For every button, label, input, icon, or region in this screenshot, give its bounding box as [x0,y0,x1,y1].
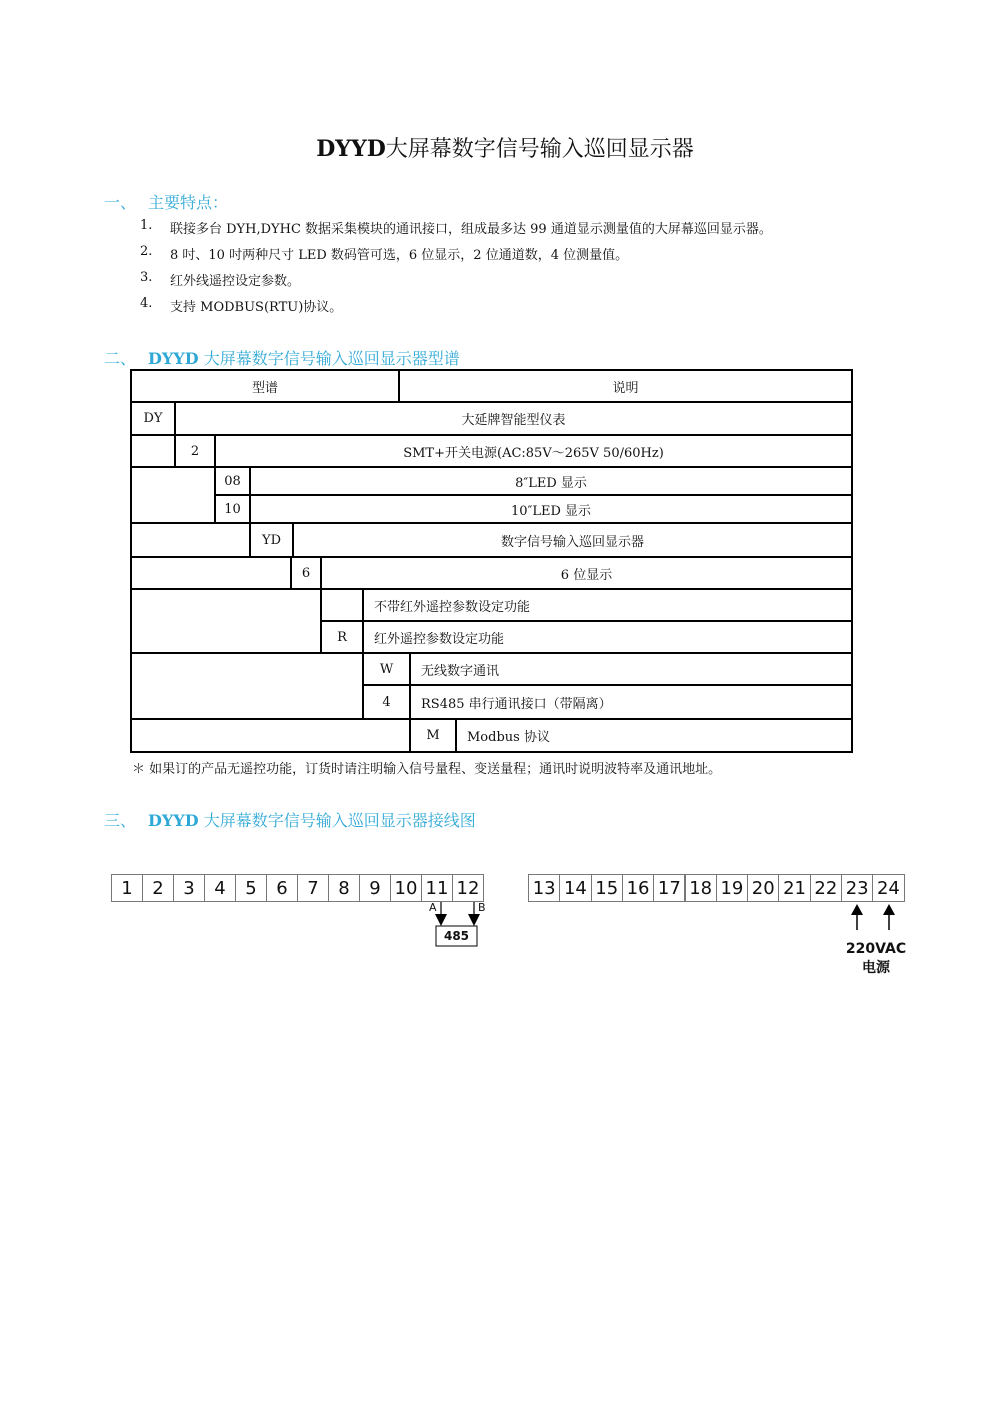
table-desc-cell: 红外遥控参数设定功能 [362,620,853,654]
table-code-cell: 6 [290,556,322,590]
table-desc-cell: 大延牌智能型仪表 [174,401,853,436]
terminal-pin: 18 [685,874,717,902]
arrow-down-icon [468,914,480,926]
terminal-pin: 7 [297,874,329,902]
section-1-number: 一、 [104,193,137,212]
terminal-pin: 6 [266,874,298,902]
table-code-cell: YD [249,522,294,558]
table-desc-cell: 不带红外遥控参数设定功能 [362,588,853,622]
terminal-pin: 1 [111,874,143,902]
table-code-cell: R [320,620,364,654]
table-code-cell: 10 [214,494,251,524]
terminal-pin: 13 [528,874,560,902]
section-2-title: 大屏幕数字信号输入巡回显示器型谱 [203,349,460,368]
title-bold: DYYD [316,136,386,162]
section-3-bold: DYYD [148,811,199,830]
terminal-pin: 23 [841,874,873,902]
arrow-down-icon [435,914,447,926]
terminal-pin: 8 [328,874,360,902]
table-desc-cell: 无线数字通讯 [409,652,853,686]
table-desc-cell: 8″LED 显示 [249,466,853,496]
terminal-pin: 15 [591,874,623,902]
terminal-pin: 22 [810,874,842,902]
title-rest: 大屏幕数字信号输入巡回显示器 [385,137,694,162]
section-3-number: 三、 [104,811,137,830]
table-header-model: 型谱 [130,369,400,403]
power-label-1: 220VAC [845,941,907,957]
terminal-pin: 5 [235,874,267,902]
power-label-2: 电源 [862,960,890,976]
section-2-bold: DYYD [148,349,199,368]
terminal-pin: 14 [559,874,591,902]
table-code-cell: W [362,652,411,686]
table-code-cell: 4 [362,684,411,720]
terminal-pin: 4 [204,874,236,902]
terminal-pin: 2 [142,874,174,902]
table-desc-cell: 10″LED 显示 [249,494,853,524]
table-desc-cell: 6 位显示 [320,556,853,590]
terminal-pin: 20 [747,874,779,902]
terminal-pin: 12 [452,874,484,902]
terminal-pin: 21 [778,874,810,902]
table-desc-cell: RS485 串行通讯接口（带隔离） [409,684,853,720]
terminal-pin: 9 [359,874,391,902]
table-header-desc: 说明 [398,369,853,403]
table-code-cell: 2 [174,434,216,468]
terminal-pin: 17 [653,874,685,902]
terminal-pin: 3 [173,874,205,902]
terminal-pin: 16 [622,874,654,902]
arrow-up-icon [883,904,895,915]
label-a: A [429,901,437,914]
section-2-number: 二、 [104,349,137,368]
terminal-pin: 19 [716,874,748,902]
table-desc-cell: Modbus 协议 [455,718,853,753]
table-desc-cell: SMT+开关电源(AC:85V～265V 50/60Hz) [214,434,853,468]
table-code-cell: DY [130,401,176,436]
order-note: ＊ 如果订的产品无遥控功能，订货时请注明输入信号量程、变送量程；通讯时说明波特率及通讯地址。 [132,762,722,777]
arrow-up-icon [851,904,863,915]
terminal-pin: 10 [390,874,422,902]
feature-list: 1. 联接多台 DYH,DYHC 数据采集模块的通讯接口，组成最多达 99 通道显示测量值的大屏幕巡回显示器。 2. 8 吋、10 吋两种尺寸 LED 数码管可选，6 位显示，2 位通道数，4 位测量值。 3. 红外线遥控设定参数。 4. 支持 MODBUS(RTU)协议。 [140,218,772,315]
label-b: B [478,901,486,914]
terminal-pin: 11 [421,874,453,902]
terminal-pin: 24 [872,874,904,902]
bus-485-label: 485 [443,929,470,943]
section-3-title: 大屏幕数字信号输入巡回显示器接线图 [203,811,476,830]
table-code-cell: M [409,718,457,753]
section-1-title: 主要特点： [148,193,229,212]
table-code-cell: 08 [214,466,251,496]
table-desc-cell: 数字信号输入巡回显示器 [292,522,853,558]
